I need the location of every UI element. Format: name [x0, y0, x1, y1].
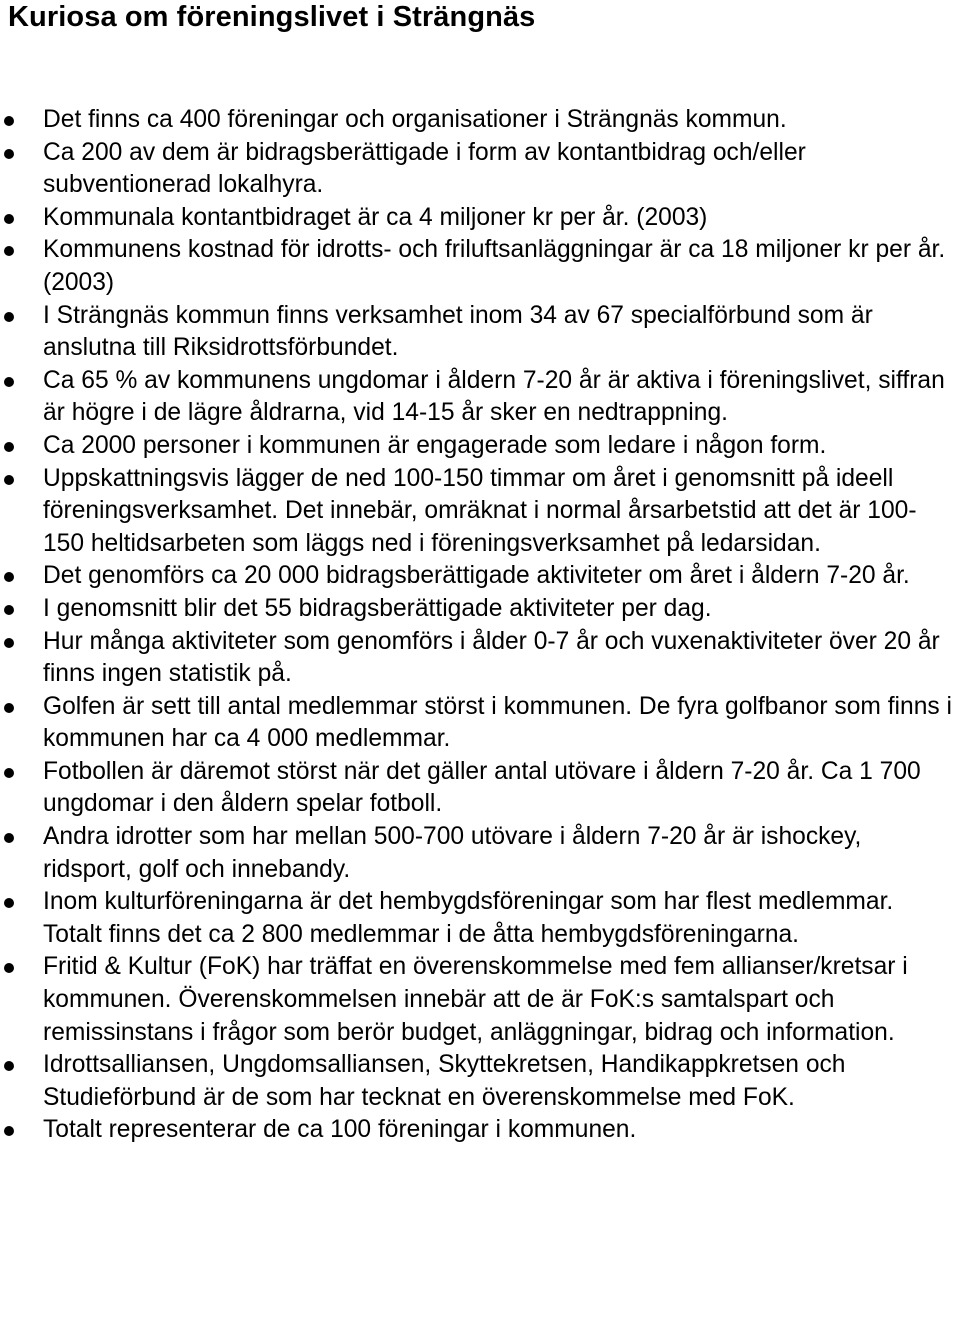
list-item — [8, 691, 952, 756]
list-item-text: Kommunala kontantbidraget är ca 4 miljoner kr per år. (2003) — [43, 203, 708, 231]
list-item — [8, 430, 952, 463]
list-item-text: Idrottsalliansen, Ungdomsalliansen, Skyttekretsen, Handikappkretsen och Studieförbund är de som har tecknat en överenskommelse med FoK. — [43, 1051, 846, 1111]
bullet-icon — [4, 149, 14, 159]
bullet-icon — [4, 768, 14, 778]
list-item-text: Ca 65 % av kommunens ungdomar i åldern 7-20 år är aktiva i föreningslivet, siffran är högre i de lägre åldrarna, vid 14-15 år sker en nedtrappning. — [43, 366, 945, 427]
list-item-text: Andra idrotter som har mellan 500-700 utövare i åldern 7-20 år är ishockey, ridsport, golf och innebandy. — [43, 823, 862, 883]
bullet-icon — [4, 214, 14, 224]
list-item-text: Golfen är sett till antal medlemmar störst i kommunen. De fyra golfbanor som finns i kommunen har ca 4 000 medlemmar. — [43, 692, 952, 753]
bullet-icon — [4, 116, 14, 126]
bullet-icon — [4, 833, 14, 843]
list-item — [8, 560, 952, 593]
list-item-text: Ca 2000 personer i kommunen är engagerade som ledare i någon form. — [43, 431, 827, 459]
list-item-text: I Strängnäs kommun finns verksamhet inom 34 av 67 specialförbund som är anslutna till Riksidrottsförbundet. — [43, 301, 873, 362]
bullet-icon — [4, 703, 14, 713]
list-item — [8, 821, 952, 886]
bullet-icon — [4, 605, 14, 615]
bullet-icon — [4, 1061, 14, 1071]
list-item — [8, 1049, 952, 1114]
bullet-icon — [4, 963, 14, 973]
bullet-icon — [4, 572, 14, 582]
list-item-text: Fotbollen är däremot störst när det gäller antal utövare i åldern 7-20 år. Ca 1 700 ungdomar i den åldern spelar fotboll. — [43, 757, 921, 818]
list-item-text: Inom kulturföreningarna är det hembygdsföreningar som har flest medlemmar. Totalt finns det ca 2 800 medlemmar i de åtta hembygdsföreningarna. — [43, 888, 894, 948]
bullet-icon — [4, 898, 14, 908]
bullet-icon — [4, 442, 14, 452]
list-item — [8, 886, 952, 951]
bullet-icon — [4, 1126, 14, 1136]
list-item-text: Ca 200 av dem är bidragsberättigade i form av kontantbidrag och/eller subventionerad lokalhyra. — [43, 138, 806, 199]
bullet-icon — [4, 475, 14, 485]
list-item — [8, 365, 952, 430]
list-item-text: Hur många aktiviteter som genomförs i ålder 0-7 år och vuxenaktiviteter över 20 år finns ingen statistik på. — [43, 627, 940, 688]
list-item — [8, 463, 952, 561]
bullet-icon — [4, 638, 14, 648]
list-item-text: I genomsnitt blir det 55 bidragsberättigade aktiviteter per dag. — [43, 594, 712, 622]
list-item-text: Totalt representerar de ca 100 föreningar i kommunen. — [43, 1116, 637, 1144]
list-item — [8, 300, 952, 365]
list-item — [8, 137, 952, 202]
fact-list — [8, 104, 952, 1147]
list-item — [8, 756, 952, 821]
list-item — [8, 951, 952, 1049]
list-item — [8, 234, 952, 299]
list-item-text: Kommunens kostnad för idrotts- och friluftsanläggningar är ca 18 miljoner kr per år. (2003) — [43, 236, 946, 296]
bullet-icon — [4, 246, 14, 256]
list-item-text: Fritid & Kultur (FoK) har träffat en överenskommelse med fem allianser/kretsar i kommunen. Överenskommelsen innebär att de är FoK:s samtalspart och remissinstans i frågor som berör budget, anläggningar, bidrag och information. — [43, 953, 908, 1046]
list-item — [8, 202, 952, 235]
list-item-text: Det finns ca 400 föreningar och organisationer i Strängnäs kommun. — [43, 106, 787, 133]
page-title: Kuriosa om föreningslivet i Strängnäs — [8, 1, 536, 33]
list-item-text: Det genomförs ca 20 000 bidragsberättigade aktiviteter om året i åldern 7-20 år. — [43, 562, 910, 590]
list-item — [8, 593, 952, 626]
bullet-icon — [4, 312, 14, 322]
list-item — [8, 626, 952, 691]
list-item — [8, 1114, 952, 1147]
list-item — [8, 104, 952, 137]
bullet-icon — [4, 377, 14, 387]
list-item-text: Uppskattningsvis lägger de ned 100-150 timmar om året i genomsnitt på ideell föreningsverksamhet. Det innebär, omräknat i normal årsarbetstid att det är 100-150 heltidsarbeten som läggs ned i föreningsverksamhet på ledarsidan. — [43, 464, 917, 557]
